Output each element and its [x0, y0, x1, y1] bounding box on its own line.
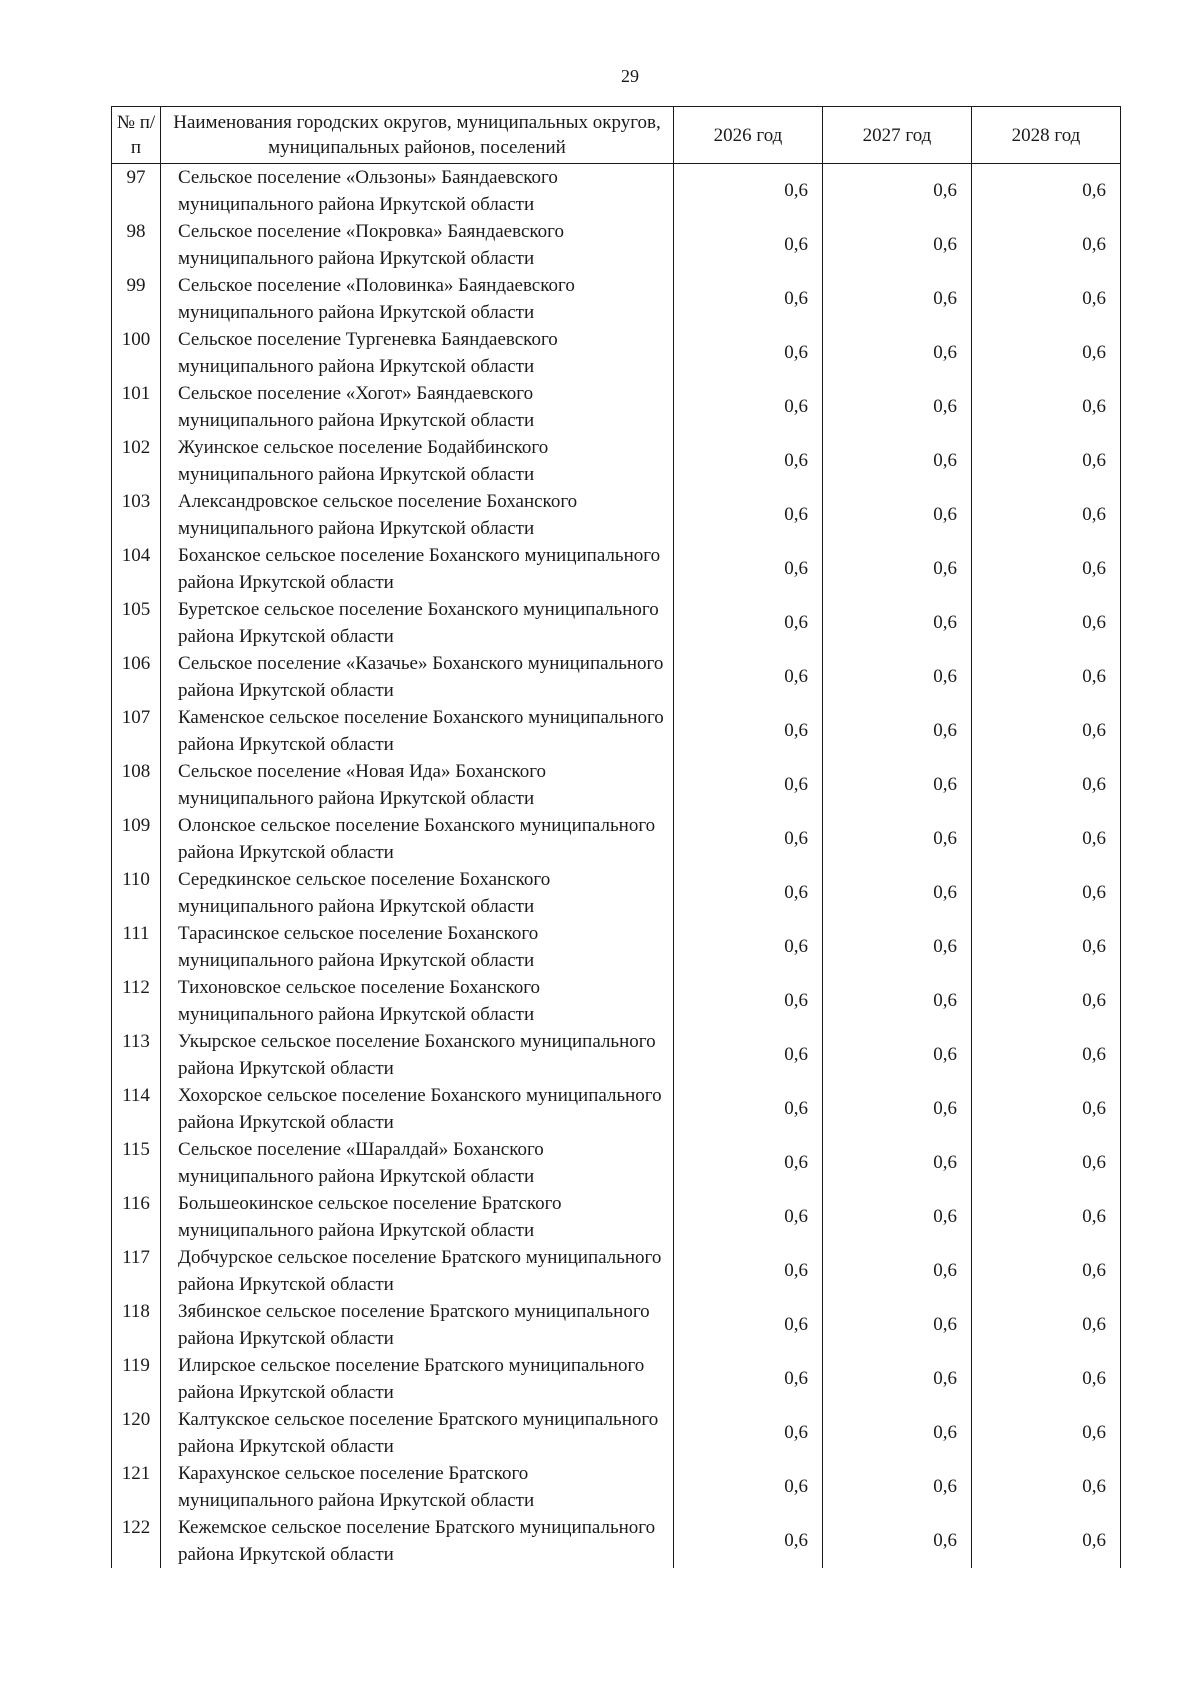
row-name: Боханское сельское поселение Боханского муниципального района Иркутской области — [161, 542, 674, 596]
table-row — [112, 380, 1121, 434]
row-number: 110 — [112, 866, 161, 920]
value-2026: 0,6 — [674, 812, 823, 866]
value-2027: 0,6 — [823, 650, 972, 704]
row-name: Середкинское сельское поселение Боханского муниципального района Иркутской области — [161, 866, 674, 920]
value-2028: 0,6 — [972, 650, 1121, 704]
table-row — [112, 920, 1121, 974]
value-2028: 0,6 — [972, 812, 1121, 866]
value-2027: 0,6 — [823, 1460, 972, 1514]
header-2026: 2026 год — [674, 107, 823, 164]
value-2027: 0,6 — [823, 920, 972, 974]
row-name: Илирское сельское поселение Братского муниципального района Иркутской области — [161, 1352, 674, 1406]
header-name: Наименования городских округов, муниципальных округов, муниципальных районов, поселений — [161, 107, 674, 164]
table-row — [112, 164, 1121, 219]
table-row — [112, 1082, 1121, 1136]
row-name: Сельское поселение «Шаралдай» Боханского муниципального района Иркутской области — [161, 1136, 674, 1190]
row-number: 111 — [112, 920, 161, 974]
value-2027: 0,6 — [823, 326, 972, 380]
value-2027: 0,6 — [823, 1352, 972, 1406]
value-2028: 0,6 — [972, 758, 1121, 812]
value-2027: 0,6 — [823, 1406, 972, 1460]
value-2026: 0,6 — [674, 758, 823, 812]
table-row — [112, 866, 1121, 920]
table-row — [112, 542, 1121, 596]
value-2028: 0,6 — [972, 272, 1121, 326]
table-row — [112, 218, 1121, 272]
value-2026: 0,6 — [674, 1136, 823, 1190]
row-number: 120 — [112, 1406, 161, 1460]
value-2027: 0,6 — [823, 380, 972, 434]
row-number: 100 — [112, 326, 161, 380]
value-2028: 0,6 — [972, 434, 1121, 488]
value-2027: 0,6 — [823, 1082, 972, 1136]
row-number: 118 — [112, 1298, 161, 1352]
row-name: Тихоновское сельское поселение Боханского муниципального района Иркутской области — [161, 974, 674, 1028]
value-2027: 0,6 — [823, 164, 972, 219]
value-2026: 0,6 — [674, 218, 823, 272]
value-2027: 0,6 — [823, 434, 972, 488]
table-row — [112, 1352, 1121, 1406]
table-row — [112, 650, 1121, 704]
row-name: Жуинское сельское поселение Бодайбинского муниципального района Иркутской области — [161, 434, 674, 488]
value-2028: 0,6 — [972, 974, 1121, 1028]
value-2028: 0,6 — [972, 866, 1121, 920]
row-number: 117 — [112, 1244, 161, 1298]
row-name: Сельское поселение «Казачье» Боханского муниципального района Иркутской области — [161, 650, 674, 704]
row-name: Сельское поселение «Новая Ида» Боханского муниципального района Иркутской области — [161, 758, 674, 812]
value-2028: 0,6 — [972, 1352, 1121, 1406]
row-number: 106 — [112, 650, 161, 704]
value-2026: 0,6 — [674, 866, 823, 920]
page-number: 29 — [621, 66, 639, 86]
row-name: Олонское сельское поселение Боханского муниципального района Иркутской области — [161, 812, 674, 866]
value-2027: 0,6 — [823, 272, 972, 326]
value-2028: 0,6 — [972, 1244, 1121, 1298]
row-number: 104 — [112, 542, 161, 596]
table-row — [112, 488, 1121, 542]
value-2026: 0,6 — [674, 1190, 823, 1244]
value-2026: 0,6 — [674, 650, 823, 704]
row-name: Александровское сельское поселение Боханского муниципального района Иркутской области — [161, 488, 674, 542]
row-name: Буретское сельское поселение Боханского муниципального района Иркутской области — [161, 596, 674, 650]
row-number: 109 — [112, 812, 161, 866]
value-2028: 0,6 — [972, 1460, 1121, 1514]
row-number: 107 — [112, 704, 161, 758]
value-2027: 0,6 — [823, 488, 972, 542]
row-name: Каменское сельское поселение Боханского муниципального района Иркутской области — [161, 704, 674, 758]
value-2026: 0,6 — [674, 974, 823, 1028]
value-2028: 0,6 — [972, 164, 1121, 219]
table-row — [112, 1406, 1121, 1460]
table-body — [112, 164, 1121, 1569]
row-name: Добчурское сельское поселение Братского муниципального района Иркутской области — [161, 1244, 674, 1298]
header-2027: 2027 год — [823, 107, 972, 164]
value-2026: 0,6 — [674, 1406, 823, 1460]
table-row — [112, 272, 1121, 326]
row-number: 121 — [112, 1460, 161, 1514]
allocation-table — [111, 106, 1121, 1568]
value-2026: 0,6 — [674, 920, 823, 974]
value-2028: 0,6 — [972, 542, 1121, 596]
row-name: Хохорское сельское поселение Боханского муниципального района Иркутской области — [161, 1082, 674, 1136]
row-name: Калтукское сельское поселение Братского муниципального района Иркутской области — [161, 1406, 674, 1460]
value-2027: 0,6 — [823, 1298, 972, 1352]
value-2026: 0,6 — [674, 488, 823, 542]
value-2027: 0,6 — [823, 542, 972, 596]
value-2027: 0,6 — [823, 758, 972, 812]
value-2028: 0,6 — [972, 596, 1121, 650]
table-row — [112, 1190, 1121, 1244]
row-name: Укырское сельское поселение Боханского муниципального района Иркутской области — [161, 1028, 674, 1082]
row-number: 116 — [112, 1190, 161, 1244]
row-name: Сельское поселение «Покровка» Баяндаевского муниципального района Иркутской области — [161, 218, 674, 272]
value-2026: 0,6 — [674, 1028, 823, 1082]
value-2026: 0,6 — [674, 1352, 823, 1406]
value-2026: 0,6 — [674, 596, 823, 650]
value-2028: 0,6 — [972, 488, 1121, 542]
header-2028: 2028 год — [972, 107, 1121, 164]
row-number: 103 — [112, 488, 161, 542]
row-number: 102 — [112, 434, 161, 488]
table-header — [112, 107, 1121, 164]
row-number: 101 — [112, 380, 161, 434]
value-2027: 0,6 — [823, 1244, 972, 1298]
row-number: 97 — [112, 164, 161, 219]
value-2026: 0,6 — [674, 542, 823, 596]
value-2027: 0,6 — [823, 704, 972, 758]
row-number: 115 — [112, 1136, 161, 1190]
row-name: Большеокинское сельское поселение Братского муниципального района Иркутской области — [161, 1190, 674, 1244]
value-2027: 0,6 — [823, 1028, 972, 1082]
value-2028: 0,6 — [972, 1298, 1121, 1352]
row-name: Сельское поселение Тургеневка Баяндаевского муниципального района Иркутской области — [161, 326, 674, 380]
row-name: Сельское поселение «Хогот» Баяндаевского муниципального района Иркутской области — [161, 380, 674, 434]
value-2028: 0,6 — [972, 218, 1121, 272]
table-row — [112, 434, 1121, 488]
table-row — [112, 974, 1121, 1028]
row-name: Карахунское сельское поселение Братского муниципального района Иркутской области — [161, 1460, 674, 1514]
value-2027: 0,6 — [823, 1136, 972, 1190]
row-name: Сельское поселение «Ользоны» Баяндаевского муниципального района Иркутской области — [161, 164, 674, 219]
row-number: 105 — [112, 596, 161, 650]
value-2027: 0,6 — [823, 974, 972, 1028]
table-row — [112, 596, 1121, 650]
table-row — [112, 812, 1121, 866]
table-row — [112, 1460, 1121, 1514]
value-2028: 0,6 — [972, 1028, 1121, 1082]
row-name: Тарасинское сельское поселение Боханского муниципального района Иркутской области — [161, 920, 674, 974]
value-2026: 0,6 — [674, 380, 823, 434]
value-2027: 0,6 — [823, 1514, 972, 1568]
table-row — [112, 758, 1121, 812]
value-2026: 0,6 — [674, 1460, 823, 1514]
value-2026: 0,6 — [674, 272, 823, 326]
value-2028: 0,6 — [972, 1514, 1121, 1568]
value-2026: 0,6 — [674, 434, 823, 488]
value-2027: 0,6 — [823, 596, 972, 650]
row-number: 112 — [112, 974, 161, 1028]
value-2028: 0,6 — [972, 1406, 1121, 1460]
value-2028: 0,6 — [972, 1190, 1121, 1244]
table-row — [112, 1298, 1121, 1352]
value-2026: 0,6 — [674, 1514, 823, 1568]
value-2026: 0,6 — [674, 704, 823, 758]
value-2028: 0,6 — [972, 326, 1121, 380]
table-row — [112, 1028, 1121, 1082]
value-2026: 0,6 — [674, 164, 823, 219]
value-2027: 0,6 — [823, 812, 972, 866]
row-name: Кежемское сельское поселение Братского муниципального района Иркутской области — [161, 1514, 674, 1568]
row-number: 114 — [112, 1082, 161, 1136]
table-row — [112, 326, 1121, 380]
value-2026: 0,6 — [674, 326, 823, 380]
table-row — [112, 704, 1121, 758]
table-row — [112, 1244, 1121, 1298]
value-2028: 0,6 — [972, 920, 1121, 974]
row-name: Сельское поселение «Половинка» Баяндаевского муниципального района Иркутской области — [161, 272, 674, 326]
row-number: 99 — [112, 272, 161, 326]
row-number: 98 — [112, 218, 161, 272]
row-number: 108 — [112, 758, 161, 812]
header-number: № п/п — [112, 107, 161, 164]
row-number: 113 — [112, 1028, 161, 1082]
row-name: Зябинское сельское поселение Братского муниципального района Иркутской области — [161, 1298, 674, 1352]
value-2028: 0,6 — [972, 704, 1121, 758]
value-2027: 0,6 — [823, 866, 972, 920]
value-2028: 0,6 — [972, 1136, 1121, 1190]
value-2027: 0,6 — [823, 218, 972, 272]
row-number: 122 — [112, 1514, 161, 1568]
value-2026: 0,6 — [674, 1082, 823, 1136]
row-number: 119 — [112, 1352, 161, 1406]
value-2026: 0,6 — [674, 1298, 823, 1352]
value-2027: 0,6 — [823, 1190, 972, 1244]
value-2028: 0,6 — [972, 1082, 1121, 1136]
table-row — [112, 1136, 1121, 1190]
table-row — [112, 1514, 1121, 1568]
value-2028: 0,6 — [972, 380, 1121, 434]
value-2026: 0,6 — [674, 1244, 823, 1298]
